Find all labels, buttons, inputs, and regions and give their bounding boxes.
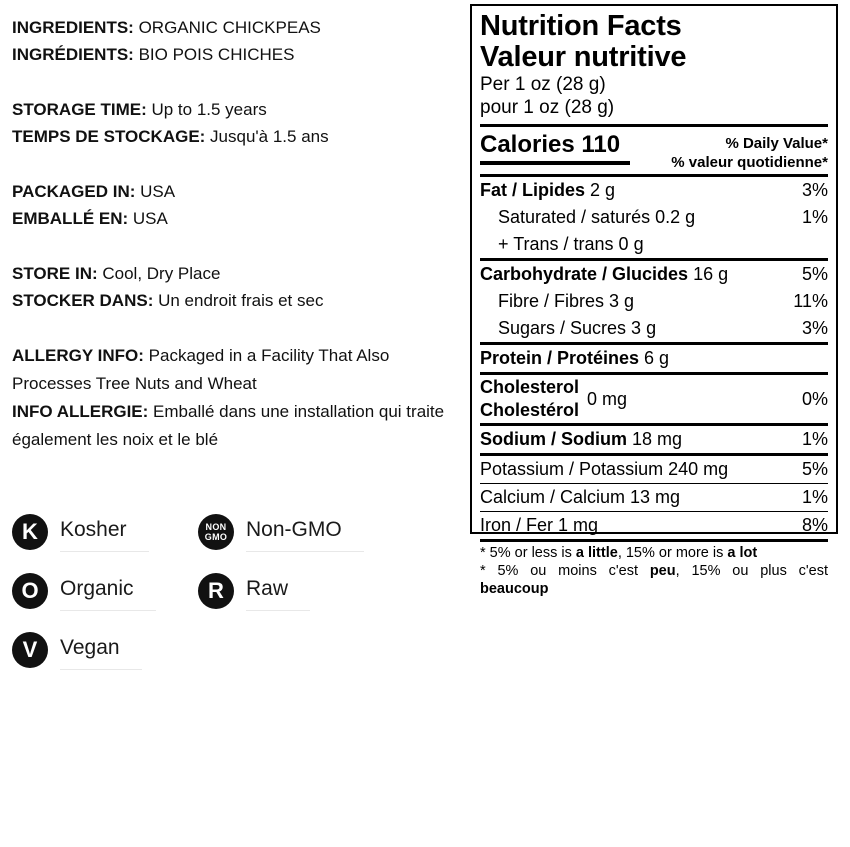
organic-o-glyph: O [21, 578, 39, 603]
storage-time-label-fr: TEMPS DE STOCKAGE: [12, 127, 206, 146]
ingredients-value-fr: BIO POIS CHICHES [133, 45, 295, 64]
nutrient-row-cholesterol [480, 375, 828, 423]
footnote-line-fr [480, 562, 828, 580]
nutrient-name-calcium: Calcium / Calcium 13 mg [480, 487, 681, 507]
non-gmo-glyph-line1: NON [205, 522, 227, 532]
packaged-in-value-en: USA [135, 182, 176, 201]
nutrient-dv-cholesterol: 0% [801, 388, 828, 409]
nutrient-dv-saturated: 1% [801, 207, 828, 227]
allergy-line-fr [12, 398, 464, 454]
nutrient-name-protein [480, 346, 820, 371]
kosher-k-glyph: K [22, 519, 38, 544]
raw-r-glyph: R [208, 578, 224, 603]
badge-organic [12, 572, 198, 611]
footnote-en-mid: , 15% or more is [617, 545, 728, 561]
storage-time-block [12, 96, 464, 150]
allergy-value-fr: Emballé dans une installation qui traite également les noix et le blé [12, 402, 445, 449]
nutrient-name-fat [480, 178, 794, 203]
nutrient-row-saturated [480, 204, 828, 231]
badge-kosher [12, 513, 198, 552]
nutrient-row-iron [480, 512, 828, 539]
nutrient-dv-fibre: 11% [793, 291, 828, 311]
serving-size-en: Per 1 oz (28 g) [480, 74, 606, 95]
daily-value-header-en: % Daily Value* [725, 135, 828, 152]
nutrition-facts-panel [470, 4, 838, 597]
nutrient-name-trans: + Trans / trans 0 g [498, 234, 644, 254]
storage-time-line-en [12, 96, 464, 123]
ingredients-label-en: INGREDIENTS: [12, 18, 134, 37]
serving-size-fr: pour 1 oz (28 g) [480, 97, 615, 118]
daily-value-header [671, 131, 828, 172]
footnote-en-bold2: a lot [727, 545, 758, 561]
allergy-line-en [12, 342, 464, 398]
packaged-in-line-fr [12, 205, 464, 232]
nutrient-row-trans [480, 231, 828, 258]
nutrient-amount-carbohydrate: 16 g [688, 264, 729, 284]
nutrient-amount-sodium: 18 mg [627, 429, 683, 449]
nutrient-amount-cholesterol: 0 mg [587, 388, 628, 409]
ingredients-line-fr [12, 41, 464, 68]
kosher-k-icon [12, 514, 48, 550]
badge-label-raw: Raw [246, 572, 310, 611]
nutrition-footnote [480, 542, 828, 598]
nutrient-name-saturated: Saturated / saturés 0.2 g [498, 207, 696, 227]
footnote-fr-bold2: beaucoup [480, 581, 549, 597]
vegan-v-icon [12, 632, 48, 668]
badge-raw [198, 572, 384, 611]
daily-value-header-fr: % valeur quotidienne* [671, 154, 828, 171]
nutrient-name-fibre: Fibre / Fibres 3 g [498, 291, 635, 311]
badge-label-organic: Organic [60, 572, 156, 611]
nutrient-name-potassium: Potassium / Potassium 240 mg [480, 459, 729, 479]
storage-time-line-fr [12, 123, 464, 150]
badge-label-non-gmo: Non-GMO [246, 513, 364, 552]
nutrient-name-carbohydrate-bold: Carbohydrate / Glucides [480, 264, 689, 284]
ingredients-block [12, 14, 464, 68]
nutrient-amount-protein: 6 g [639, 348, 670, 368]
allergy-label-fr: INFO ALLERGIE: [12, 402, 149, 421]
store-in-block [12, 260, 464, 314]
vegan-v-glyph: V [22, 637, 38, 662]
nutrient-name-sodium [480, 427, 794, 452]
nutrient-name-sugars: Sugars / Sucres 3 g [498, 318, 657, 338]
nutrient-name-protein-bold: Protein / Protéines [480, 348, 640, 368]
nutrient-dv-calcium: 1% [801, 487, 828, 507]
cholesterol-label-en: Cholesterol [480, 377, 580, 397]
product-info-panel [12, 14, 464, 480]
ingredients-line-en [12, 14, 464, 41]
store-in-value-fr: Un endroit frais et sec [153, 291, 324, 310]
footnote-fr-mid: , 15% ou plus c'est [675, 563, 828, 579]
storage-time-value-fr: Jusqu'à 1.5 ans [205, 127, 329, 146]
nutrient-dv-carbohydrate: 5% [801, 264, 828, 284]
storage-time-label-en: STORAGE TIME: [12, 100, 147, 119]
nutrient-dv-potassium: 5% [801, 459, 828, 479]
non-gmo-glyph-line2: GMO [204, 532, 228, 542]
nutrient-name-sodium-bold: Sodium / Sodium [480, 429, 627, 449]
store-in-label-en: STORE IN: [12, 264, 98, 283]
nutrient-row-sugars [480, 315, 828, 342]
footnote-line-fr-cont [480, 580, 828, 598]
packaged-in-value-fr: USA [128, 209, 168, 228]
raw-r-icon [198, 573, 234, 609]
store-in-line-fr [12, 287, 464, 314]
store-in-label-fr: STOCKER DANS: [12, 291, 154, 310]
allergy-value-en: Packaged in a Facility That Also Processes Tree Nuts and Wheat [12, 346, 390, 393]
nutrient-amount-fat: 2 g [585, 180, 616, 200]
nutrient-row-potassium [480, 456, 828, 483]
nutrient-row-protein [480, 345, 828, 372]
nutrient-name-carbohydrate [480, 262, 794, 287]
nutrient-dv-fat: 3% [801, 180, 828, 200]
footnote-line-en [480, 544, 828, 562]
nutrient-name-cholesterol [480, 376, 579, 422]
nutrition-title-en: Nutrition Facts [480, 10, 682, 42]
nutrient-name-fat-bold: Fat / Lipides [480, 180, 586, 200]
store-in-value-en: Cool, Dry Place [97, 264, 221, 283]
ingredients-value-en: ORGANIC CHICKPEAS [133, 18, 321, 37]
footnote-en-pre: * 5% or less is [480, 545, 576, 561]
nutrient-row-sodium [480, 426, 828, 453]
badge-row [12, 572, 412, 611]
badge-vegan [12, 631, 198, 670]
nutrient-row-fibre [480, 288, 828, 315]
divider-above-calories [480, 124, 828, 127]
nutrient-row-fat [480, 177, 828, 204]
organic-o-icon [12, 573, 48, 609]
allergy-info-block [12, 342, 464, 454]
packaged-in-label-fr: EMBALLÉ EN: [12, 209, 129, 228]
footnote-fr-bold1: peu [649, 563, 676, 579]
nutrient-name-iron: Iron / Fer 1 mg [480, 515, 599, 535]
nutrient-dv-sugars: 3% [801, 318, 828, 338]
badge-row [12, 513, 412, 552]
non-gmo-icon [198, 514, 234, 550]
badge-non-gmo [198, 513, 384, 552]
nutrient-dv-iron: 8% [801, 515, 828, 535]
allergy-label-en: ALLERGY INFO: [12, 346, 144, 365]
certification-badges [12, 513, 412, 690]
storage-time-value-en: Up to 1.5 years [146, 100, 267, 119]
nutrition-title-fr: Valeur nutritive [480, 41, 687, 73]
non-gmo-glyph [205, 522, 227, 542]
packaged-in-line-en [12, 178, 464, 205]
ingredients-label-fr: INGRÉDIENTS: [12, 45, 134, 64]
store-in-line-en [12, 260, 464, 287]
badge-label-vegan: Vegan [60, 631, 142, 670]
packaged-in-block [12, 178, 464, 232]
footnote-en-bold1: a little [575, 545, 618, 561]
packaged-in-label-en: PACKAGED IN: [12, 182, 136, 201]
nutrient-dv-sodium: 1% [801, 429, 828, 449]
calories-row [480, 131, 828, 172]
cholesterol-label-fr: Cholestérol [480, 400, 580, 420]
footnote-fr-pre: * 5% ou moins c'est [480, 563, 650, 579]
nutrient-row-carbohydrate [480, 261, 828, 288]
calories-label: Calories 110 [480, 131, 630, 165]
badge-label-kosher: Kosher [60, 513, 149, 552]
nutrient-row-calcium [480, 484, 828, 511]
badge-row [12, 631, 412, 670]
